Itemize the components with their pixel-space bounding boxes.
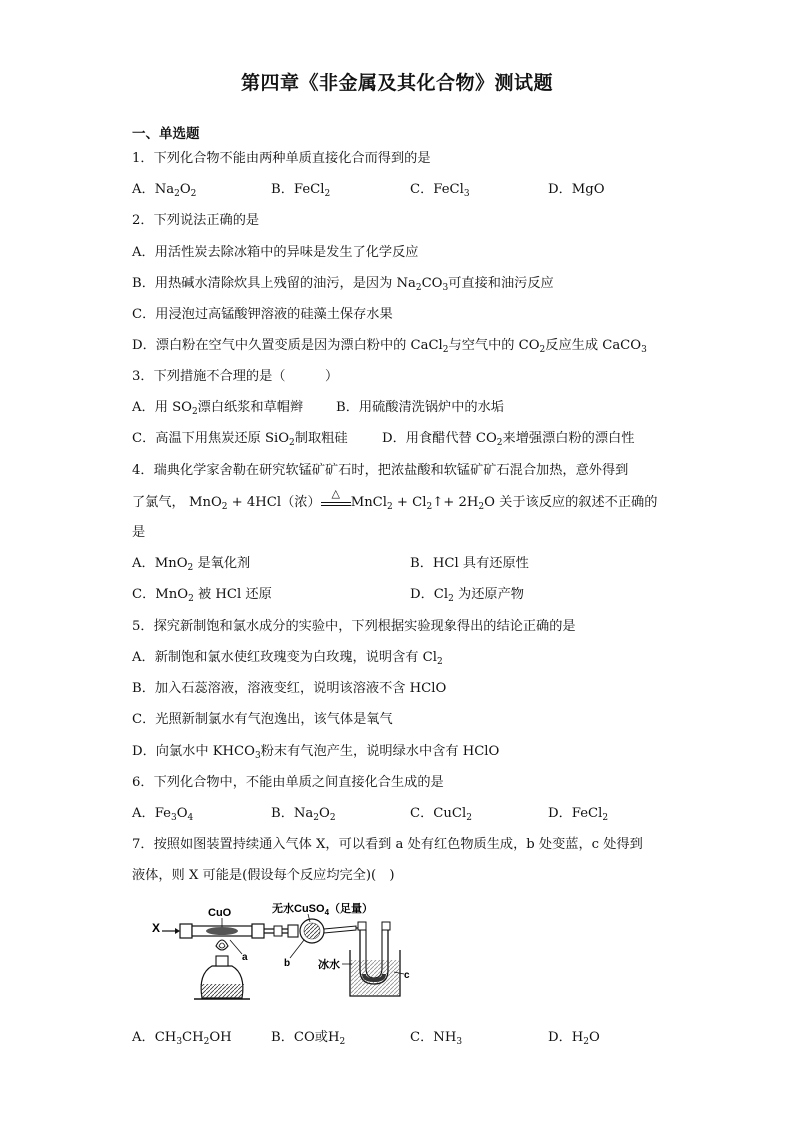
- cuo-label: CuO: [208, 907, 232, 919]
- q7-option-a[interactable]: A．$CH_3CH_2OH$: [132, 1030, 232, 1047]
- left-stopper: [180, 924, 192, 938]
- apparatus-diagram: [150, 898, 410, 1010]
- u-tube-left-stopper: [358, 922, 366, 930]
- q3-option-d[interactable]: D．用食醋代替 $CO_2$来增强漂白粉的漂白性: [382, 431, 635, 448]
- question-7-stem-line1: 7．按照如图装置持续通入气体 X，可以看到 a 处有红色物质生成，b 处变蓝，c 处得到: [132, 837, 643, 852]
- cuso4-label: 无水CuSO$_4$（足量）: [272, 903, 374, 917]
- q6-option-b[interactable]: B．$Na_2O_2$: [271, 806, 336, 823]
- q1-option-d[interactable]: D．MgO: [548, 182, 605, 197]
- right-stopper: [252, 924, 264, 938]
- ice-water-label: 冰水: [318, 959, 340, 971]
- question-2-stem: 2．下列说法正确的是: [132, 213, 260, 228]
- q2-option-a[interactable]: A．用活性炭去除冰箱中的异味是发生了化学反应: [132, 245, 419, 260]
- label-b: b: [284, 958, 291, 969]
- question-6-stem: 6．下列化合物中，不能由单质之间直接化合生成的是: [132, 775, 444, 790]
- connector-joint: [274, 926, 282, 936]
- question-4-stem-line3: 是: [132, 525, 146, 540]
- page-title: 第四章《非金属及其化合物》测试题: [240, 72, 553, 94]
- question-1-stem: 1．下列化合物不能由两种单质直接化合而得到的是: [132, 151, 431, 166]
- q7-option-d[interactable]: D．$H_2O$: [548, 1030, 600, 1047]
- u-tube-right-stopper: [382, 922, 390, 930]
- question-4-stem-line1: 4．瑞典化学家舍勒在研究软锰矿矿石时，把浓盐酸和软锰矿矿石混合加热，意外得到: [132, 463, 629, 478]
- q1-option-b[interactable]: B．FeCl$_2$: [271, 182, 331, 199]
- cuo-sample: [206, 927, 238, 935]
- q5-option-c[interactable]: C．光照新制氯水有气泡逸出，该气体是氧气: [132, 712, 393, 727]
- q6-option-c[interactable]: C．CuCl$_2$: [410, 806, 472, 823]
- question-5-stem: 5．探究新制饱和氯水成分的实验中，下列根据实验现象得出的结论正确的是: [132, 619, 576, 634]
- b-pointer: [290, 940, 304, 958]
- q7-option-c[interactable]: C．$NH_3$: [410, 1030, 463, 1047]
- question-3-stem: 3．下列措施不合理的是（ ）: [132, 369, 339, 384]
- q3-option-a[interactable]: A．用 $SO_2$漂白纸浆和草帽辫: [132, 400, 304, 417]
- ice-water: [351, 960, 399, 995]
- question-4-stem-line2: 了氯气， MnO$_2$ + 4HCl（浓） △ MnCl$_2$ + $Cl_2↑+ 2H_2O$ 关于该反应的叙述不正确的: [132, 492, 657, 513]
- q4-option-c[interactable]: C．MnO$_2$ 被 HCl 还原: [132, 587, 272, 604]
- question-7-stem-line2: 液体，则 X 可能是(假设每个反应均完全)( ): [132, 868, 395, 883]
- q6-option-d[interactable]: D．FeCl$_2$: [548, 806, 609, 823]
- label-c: c: [404, 970, 410, 981]
- section-heading: 一、单选题: [132, 126, 200, 142]
- q2-option-d[interactable]: D．漂白粉在空气中久置变质是因为漂白粉中的 CaCl$_2$与空气中的 $CO_2$反应生成 CaCO$_3$: [132, 338, 647, 355]
- inlet-arrow-head-icon: [175, 928, 180, 934]
- q4-option-a[interactable]: A．MnO$_2$ 是氧化剂: [132, 556, 251, 573]
- label-a: a: [242, 952, 248, 963]
- q1-option-a[interactable]: A．$Na_2O_2$: [132, 182, 197, 199]
- drying-tube-stopper: [288, 925, 298, 937]
- q5-option-a[interactable]: A．新制饱和氯水使红玫瑰变为白玫瑰，说明含有 $Cl_2$: [132, 650, 443, 667]
- q2-option-b[interactable]: B．用热碱水清除炊具上残留的油污，是因为 $Na_2CO_3$可直接和油污反应: [132, 276, 554, 293]
- cuso4-powder: [304, 923, 320, 939]
- a-pointer: [230, 940, 242, 954]
- gas-x-label: X: [152, 921, 161, 935]
- q4-option-b[interactable]: B．HCl 具有还原性: [410, 556, 529, 571]
- q6-option-a[interactable]: A．$Fe_3O_4$: [132, 806, 194, 823]
- q5-option-d[interactable]: D．向氯水中 $KHCO_3$粉末有气泡产生，说明绿水中含有 HClO: [132, 744, 500, 761]
- q5-option-b[interactable]: B．加入石蕊溶液，溶液变红，说明该溶液不含 HClO: [132, 681, 447, 696]
- lamp-neck: [216, 956, 228, 966]
- drying-tube-outlet: [324, 926, 356, 933]
- q1-option-c[interactable]: C．FeCl$_3$: [410, 182, 470, 199]
- heat-triangle-icon: △: [331, 487, 340, 500]
- q3-option-b[interactable]: B．用硫酸清洗锅炉中的水垢: [336, 400, 504, 415]
- q2-option-c[interactable]: C．用浸泡过高锰酸钾溶液的硅藻土保存水果: [132, 307, 393, 322]
- q3-option-c[interactable]: C．高温下用焦炭还原 SiO$_2$制取粗硅: [132, 431, 348, 448]
- lamp-fuel: [200, 984, 244, 998]
- q7-option-b[interactable]: B．CO或$H_2$: [271, 1030, 346, 1047]
- q4-option-d[interactable]: D．$Cl_2$ 为还原产物: [410, 587, 524, 604]
